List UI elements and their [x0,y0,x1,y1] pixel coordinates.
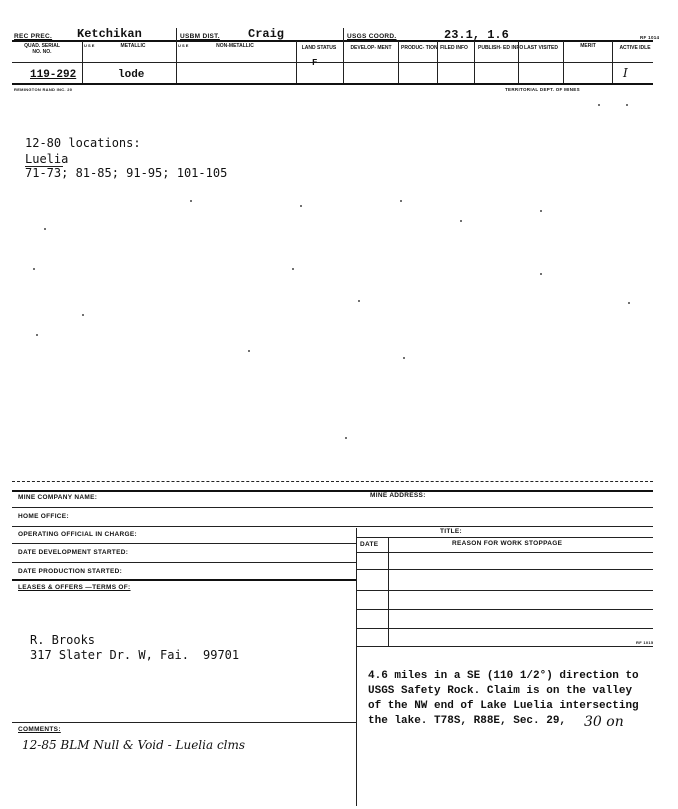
locations-title: 12-80 locations: [25,136,141,150]
rule [12,579,356,581]
use-label-metallic: U S E [84,43,95,48]
description-line-3: of the NW end of Lake Luelia intersecting [368,700,639,712]
active-mark: I [623,66,628,80]
rule [12,722,356,723]
printer-line: REMINGTON RAND INC. 20 [14,87,73,92]
description-line-2: USGS Safety Rock. Claim is on the valley [368,685,633,697]
home-office-label: HOME OFFICE: [18,513,69,520]
speckle [460,220,462,222]
territorial-line: TERRITORIAL DEPT. OF MINES [505,87,580,92]
footer-vdivider [356,528,357,806]
speckle [598,104,600,106]
header-rule-mid [12,62,653,63]
speckle [403,357,405,359]
operating-official-label: OPERATING OFFICIAL IN CHARGE: [18,531,137,538]
speckle [82,314,84,316]
land-status-label: LAND STATUS [301,45,337,51]
date-production-label: DATE PRODUCTION STARTED: [18,568,123,575]
description-line-1: 4.6 miles in a SE (110 1/2°) direction to [368,670,639,682]
header-rule-bottom [12,83,653,85]
comments-label: COMMENTS: [18,726,61,733]
speckle [300,205,302,207]
rec-prec-value: Ketchikan [77,27,142,41]
speckle [44,228,46,230]
speckle [628,302,630,304]
vsep [343,28,344,83]
vsep [296,41,297,83]
usgs-coord-label: USGS COORD. [347,33,397,40]
leases-label: LEASES & OFFERS —TERMS OF: [18,584,131,591]
footer-rule-top [12,490,653,492]
rule [12,507,653,508]
quad-serial-label: QUAD. SERIAL NO. NO. [24,43,60,55]
mine-company-label: MINE COMPANY NAME: [18,494,98,501]
speckle [33,268,35,270]
quad-serial-value: 119-292 [30,69,77,81]
vsep [474,41,475,83]
locations-name: Luelia [25,152,69,166]
rule [356,628,653,629]
date-column-divider [388,537,389,646]
vsep [518,41,519,83]
vsep [82,41,83,83]
comments-value: 12-85 BLM Null & Void - Luelia clms [22,738,246,752]
vsep [563,41,564,83]
owner-name: R. Brooks [30,633,96,647]
rule [356,646,653,647]
rule [12,562,356,563]
rec-prec-label: REC PREC. [14,33,53,40]
date-column-label: DATE [360,541,379,548]
speckle [36,334,38,336]
mine-address-label: MINE ADDRESS: [370,492,426,499]
speckle [540,210,542,212]
vsep [176,28,177,83]
description-annotation: 30 on [584,714,624,730]
use-label-nonmetallic: U S E [178,43,189,48]
production-label: PRODUC- TION [401,45,438,51]
locations-range: 71-73; 81-85; 91-95; 101-105 [25,166,228,180]
rule [12,526,653,527]
speckle [248,350,250,352]
speckle [190,200,192,202]
owner-address: 317 Slater Dr. W, Fai. [30,648,189,662]
date-development-label: DATE DEVELOPMENT STARTED: [18,549,129,556]
speckle [345,437,347,439]
speckle [400,200,402,202]
last-visited-label: LAST VISITED [524,45,558,51]
speckle [292,268,294,270]
owner-zip: 99701 [203,648,240,662]
rule [356,569,653,570]
vsep [612,41,613,83]
speckle [540,273,542,275]
form-code: RF 1014 [640,35,660,40]
rule [12,543,356,544]
active-idle-label: ACTIVE IDLE [619,45,651,51]
rule [356,537,653,538]
rule [356,590,653,591]
metallic-label: METALLIC [120,43,146,49]
form-code-2: RF 1015 [636,640,654,645]
description-line-4: the lake. T78S, R88E, Sec. 29, [368,715,567,727]
rule [356,609,653,610]
merit-label: MERIT [580,43,596,49]
reason-column-label: REASON FOR WORK STOPPAGE [452,540,563,547]
non-metallic-label: NON-METALLIC [216,43,254,49]
land-status-value: F [312,58,318,68]
header-rule-top [12,40,653,42]
rule [356,552,653,553]
development-label: DEVELOP- MENT [350,45,392,51]
title-label: TITLE: [440,528,463,535]
speckle [358,300,360,302]
usbm-dist-label: USBM DIST. [180,33,220,40]
footer-rule-dashed [12,481,653,482]
metallic-value: lode [118,69,145,81]
vsep [398,41,399,83]
published-info-label: PUBLISH- ED INFO [478,45,524,51]
usbm-dist-value: Craig [248,27,285,41]
speckle [626,104,628,106]
filed-info-label: FILED INFO [440,45,468,51]
usgs-coord-value: 23.1, 1.6 [444,28,509,42]
vsep [437,41,438,83]
